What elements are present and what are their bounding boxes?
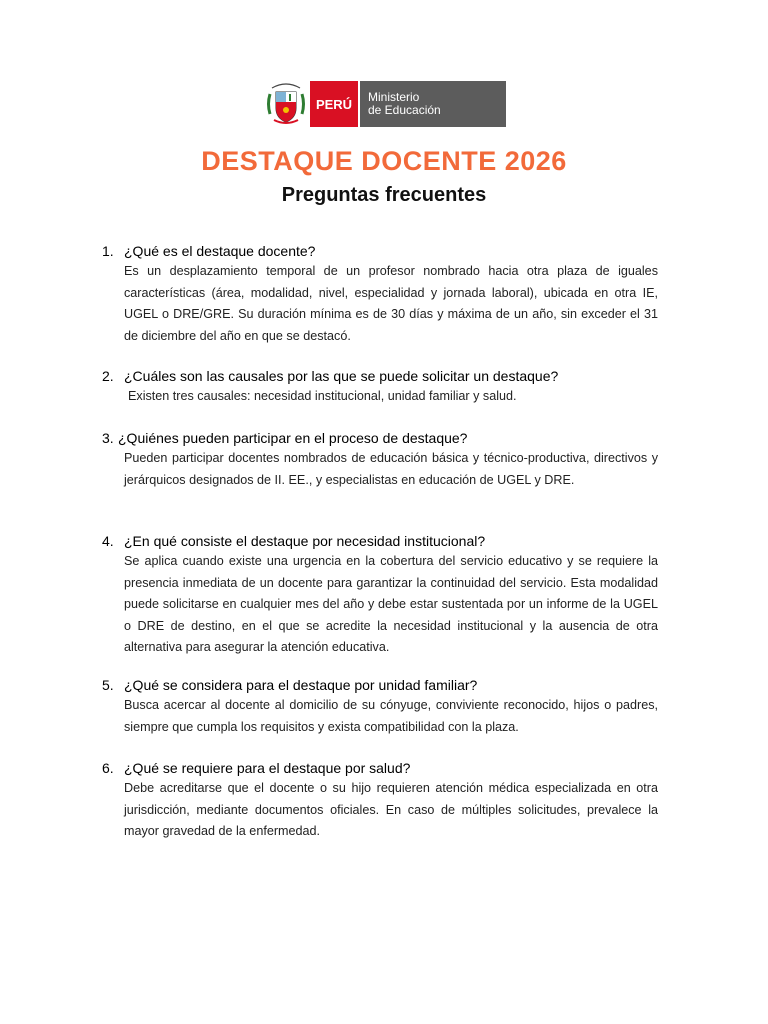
ministry-logo — [264, 81, 506, 127]
faq-answer: Pueden participar docentes nombrados de educación básica y técnico-productiva, directivos y jerárquicos designados de II. EE., y especialistas en educación de UGEL y DRE. — [124, 451, 658, 487]
faq-number: 6. — [102, 760, 114, 776]
faq-item-2 — [102, 367, 658, 408]
faq-question-text: ¿Qué es el destaque docente? — [124, 243, 316, 259]
faq-question-text: ¿Cuáles son las causales por las que se puede solicitar un destaque? — [124, 368, 559, 384]
faq-question — [102, 532, 658, 550]
faq-number: 2. — [102, 368, 114, 384]
faq-question — [102, 759, 658, 777]
peru-label: PERÚ — [310, 81, 358, 127]
faq-item-4 — [102, 532, 658, 659]
document-title: DESTAQUE DOCENTE 2026 — [201, 146, 567, 176]
faq-item-1 — [102, 242, 658, 347]
faq-item-3 — [102, 429, 658, 491]
ministry-line-2: de Educación — [368, 103, 441, 117]
faq-answer: Es un desplazamiento temporal de un profesor nombrado hacia otra plaza de iguales características (área, modalidad, nivel, especialidad y jornada laboral), ubicada en otra IE, UGEL o DRE/GRE. Su duración mínima es de 30 días y máxima de un año, sin exceder el 31 de diciembre del año en que se destacó. — [124, 264, 658, 343]
faq-number: 4. — [102, 533, 114, 549]
faq-item-5 — [102, 676, 658, 738]
faq-question-text: ¿Qué se considera para el destaque por unidad familiar? — [124, 677, 478, 693]
ministry-label — [360, 81, 506, 127]
faq-question-text: ¿En qué consiste el destaque por necesidad institucional? — [124, 533, 486, 549]
faq-answer: Existen tres causales: necesidad institucional, unidad familiar y salud. — [128, 389, 517, 403]
faq-number: 1. — [102, 243, 114, 259]
faq-number: 5. — [102, 677, 114, 693]
faq-item-6 — [102, 759, 658, 843]
faq-number: 3. — [102, 430, 114, 446]
faq-answer: Busca acercar al docente al domicilio de su cónyuge, conviviente reconocido, hijos o padres, siempre que cumpla los requisitos y exista compatibilidad con la plaza. — [124, 698, 658, 734]
faq-question — [102, 242, 658, 260]
faq-answer: Debe acreditarse que el docente o su hijo requieren atención médica especializada en otra jurisdicción, mediante documentos oficiales. En caso de múltiples solicitudes, prevalece la mayor gravedad de la enfermedad. — [124, 781, 658, 838]
coat-of-arms-icon — [264, 81, 308, 127]
faq-question-text: ¿Quiénes pueden participar en el proceso de destaque? — [118, 430, 468, 446]
document-subtitle: Preguntas frecuentes — [281, 184, 487, 206]
faq-answer: Se aplica cuando existe una urgencia en la cobertura del servicio educativo y se requiere la presencia inmediata de un docente para garantizar la continuidad del servicio. Esta modalidad puede solicitarse en cualquier mes del año y debe estar sustentada por un informe de la UGEL o DRE de destino, en el que se acredite la necesidad institucional y la ausencia de otra alternativa para asegurar la atención educativa. — [124, 554, 658, 654]
faq-question — [102, 367, 658, 385]
ministry-line-1: Ministerio — [368, 90, 420, 104]
faq-question-text: ¿Qué se requiere para el destaque por salud? — [124, 760, 411, 776]
faq-question — [102, 429, 658, 447]
faq-question — [102, 676, 658, 694]
